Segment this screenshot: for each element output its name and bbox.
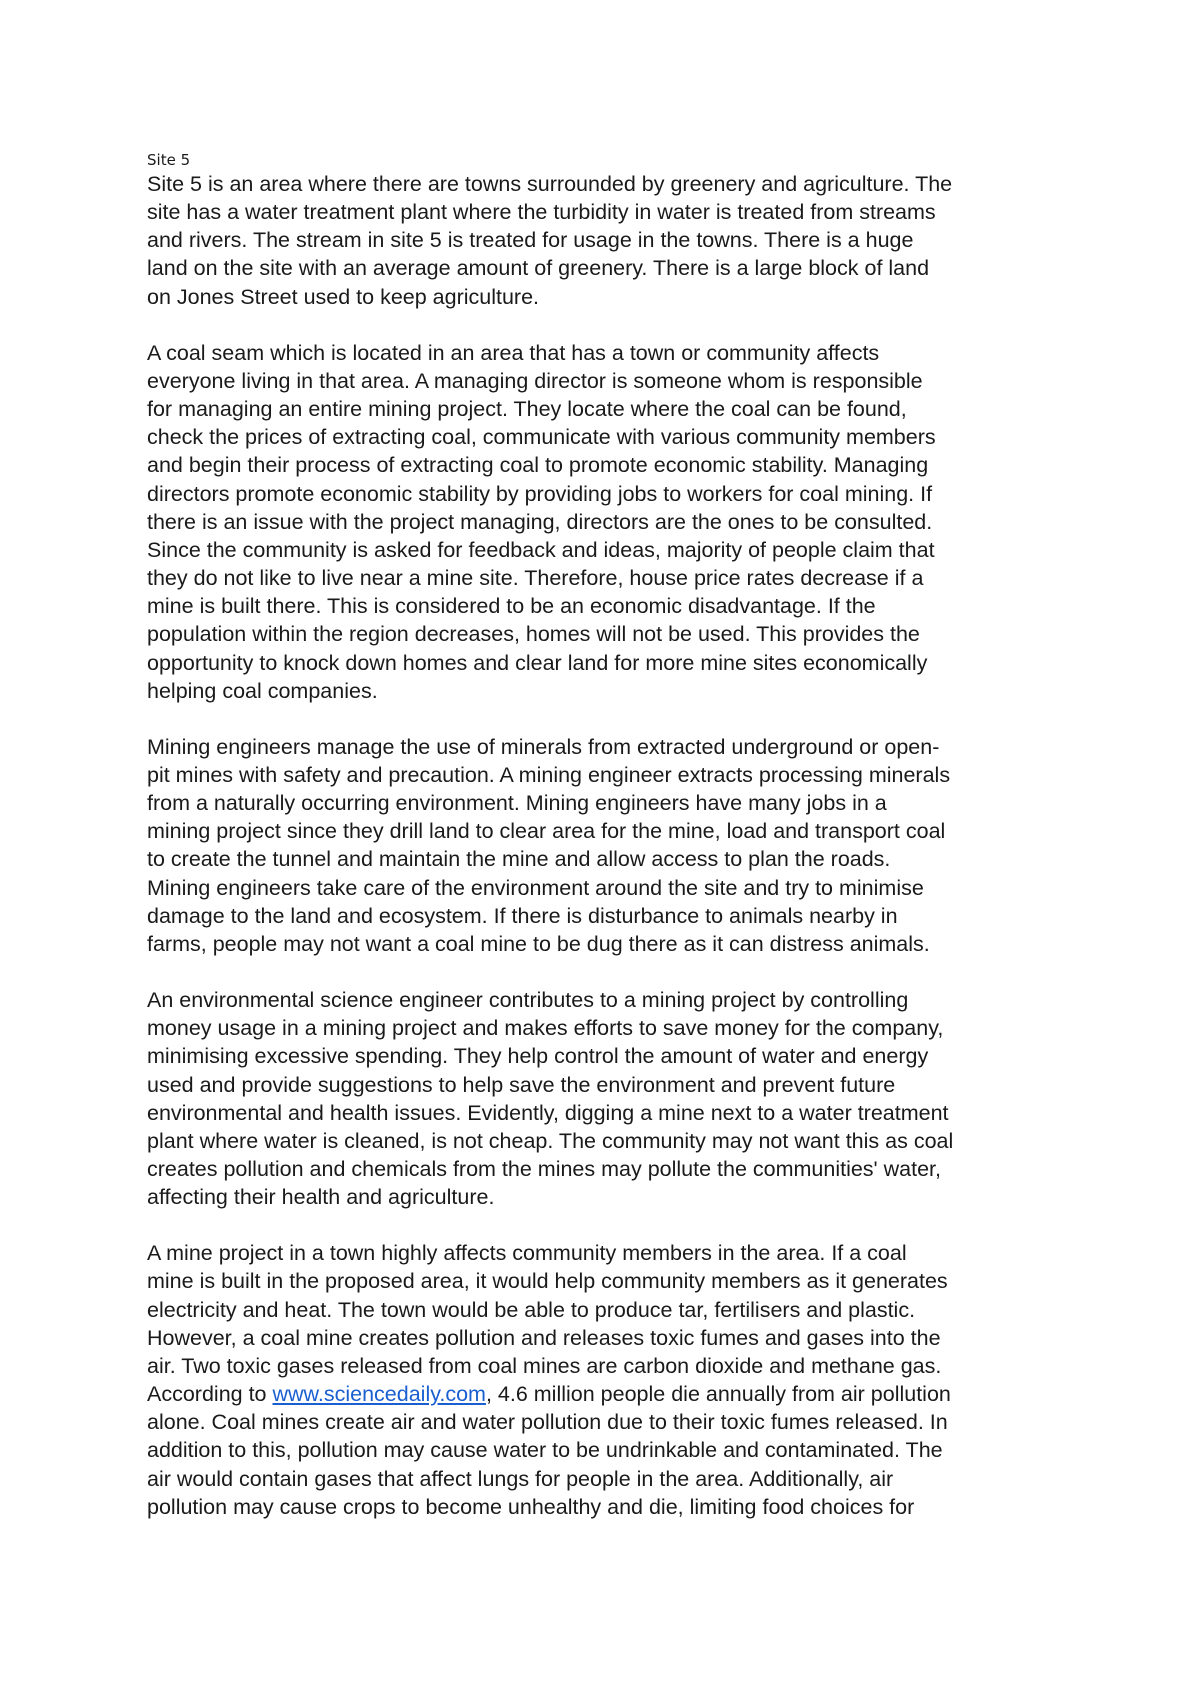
- text-line: and rivers. The stream in site 5 is treated for usage in the towns. There is a huge: [147, 228, 914, 253]
- text-line: from a naturally occurring environment. Mining engineers have many jobs in a: [147, 791, 887, 816]
- text-line: electricity and heat. The town would be able to produce tar, fertilisers and plastic.: [147, 1297, 916, 1322]
- text-line: pit mines with safety and precaution. A mining engineer extracts processing minerals: [147, 762, 951, 787]
- paragraph-site-description: [147, 170, 1072, 311]
- text-line: air. Two toxic gases released from coal mines are carbon dioxide and methane gas.: [147, 1353, 942, 1378]
- text-line: there is an issue with the project managing, directors are the ones to be consulted.: [147, 509, 933, 534]
- text-line: environmental and health issues. Evidently, digging a mine next to a water treatment: [147, 1100, 949, 1125]
- text-line: However, a coal mine creates pollution and releases toxic fumes and gases into the: [147, 1325, 941, 1350]
- text-line: An environmental science engineer contributes to a mining project by controlling: [147, 988, 909, 1013]
- text-line: alone. Coal mines create air and water pollution due to their toxic fumes released. In: [147, 1410, 948, 1435]
- text-line: money usage in a mining project and makes efforts to save money for the company,: [147, 1016, 944, 1041]
- text-line: population within the region decreases, homes will not be used. This provides the: [147, 622, 920, 647]
- paragraph-environmental-engineer: [147, 986, 1072, 1211]
- paragraph-mining-engineers: [147, 733, 1072, 958]
- sciencedaily-link[interactable]: www.sciencedaily.com: [272, 1382, 486, 1407]
- text-line: everyone living in that area. A managing director is someone whom is responsible: [147, 368, 923, 393]
- text-line: minimising excessive spending. They help control the amount of water and energy: [147, 1044, 929, 1069]
- text-line: check the prices of extracting coal, communicate with various community members: [147, 425, 936, 450]
- paragraph-community-impact: [147, 1239, 1072, 1521]
- text-line: damage to the land and ecosystem. If there is disturbance to animals nearby in: [147, 903, 898, 928]
- text-line: mining project since they drill land to clear area for the mine, load and transport coal: [147, 819, 946, 844]
- text-line: to create the tunnel and maintain the mine and allow access to plan the roads.: [147, 847, 891, 872]
- text-line: A mine project in a town highly affects community members in the area. If a coal: [147, 1241, 907, 1266]
- text-line: and begin their process of extracting coal to promote economic stability. Managing: [147, 453, 929, 478]
- paragraph-managing-director: [147, 339, 1072, 705]
- text-line: directors promote economic stability by providing jobs to workers for coal mining. If: [147, 481, 933, 506]
- text-line: helping coal companies.: [147, 678, 378, 703]
- text-line: Mining engineers manage the use of minerals from extracted underground or open-: [147, 734, 940, 759]
- text-line: addition to this, pollution may cause water to be undrinkable and contaminated. The: [147, 1438, 943, 1463]
- text-line: mine is built there. This is considered to be an economic disadvantage. If the: [147, 594, 876, 619]
- text-line: mine is built in the proposed area, it would help community members as it generates: [147, 1269, 948, 1294]
- text-line: used and provide suggestions to help save the environment and prevent future: [147, 1072, 896, 1097]
- text-line: A coal seam which is located in an area that has a town or community affects: [147, 340, 880, 365]
- link-suffix-text: , 4.6 million people die annually from air pollution: [485, 1382, 951, 1407]
- text-line: farms, people may not want a coal mine to be dug there as it can distress animals.: [147, 931, 930, 956]
- link-prefix-text: According to: [147, 1382, 273, 1407]
- text-line-with-link: [147, 1380, 1072, 1408]
- text-line: plant where water is cleaned, is not cheap. The community may not want this as coal: [147, 1128, 954, 1153]
- text-line: creates pollution and chemicals from the mines may pollute the communities' water,: [147, 1157, 941, 1181]
- text-line: pollution may cause crops to become unhealthy and die, limiting food choices for: [147, 1494, 915, 1519]
- section-heading: Site 5: [147, 151, 191, 169]
- text-line: Since the community is asked for feedback and ideas, majority of people claim that: [147, 537, 935, 562]
- text-line: for managing an entire mining project. They locate where the coal can be found,: [147, 397, 907, 422]
- text-line: they do not like to live near a mine site. Therefore, house price rates decrease if a: [147, 566, 924, 591]
- text-line: Mining engineers take care of the environment around the site and try to minimise: [147, 875, 924, 900]
- text-line: on Jones Street used to keep agriculture.: [147, 284, 540, 309]
- text-line: land on the site with an average amount of greenery. There is a large block of land: [147, 256, 930, 281]
- text-line: Site 5 is an area where there are towns surrounded by greenery and agriculture. The: [147, 172, 953, 196]
- text-line: opportunity to knock down homes and clear land for more mine sites economically: [147, 650, 928, 675]
- text-line: air would contain gases that affect lungs for people in the area. Additionally, air: [147, 1466, 894, 1491]
- text-line: site has a water treatment plant where the turbidity in water is treated from streams: [147, 200, 936, 225]
- text-line: affecting their health and agriculture.: [147, 1185, 495, 1210]
- document-body: [147, 150, 1072, 1549]
